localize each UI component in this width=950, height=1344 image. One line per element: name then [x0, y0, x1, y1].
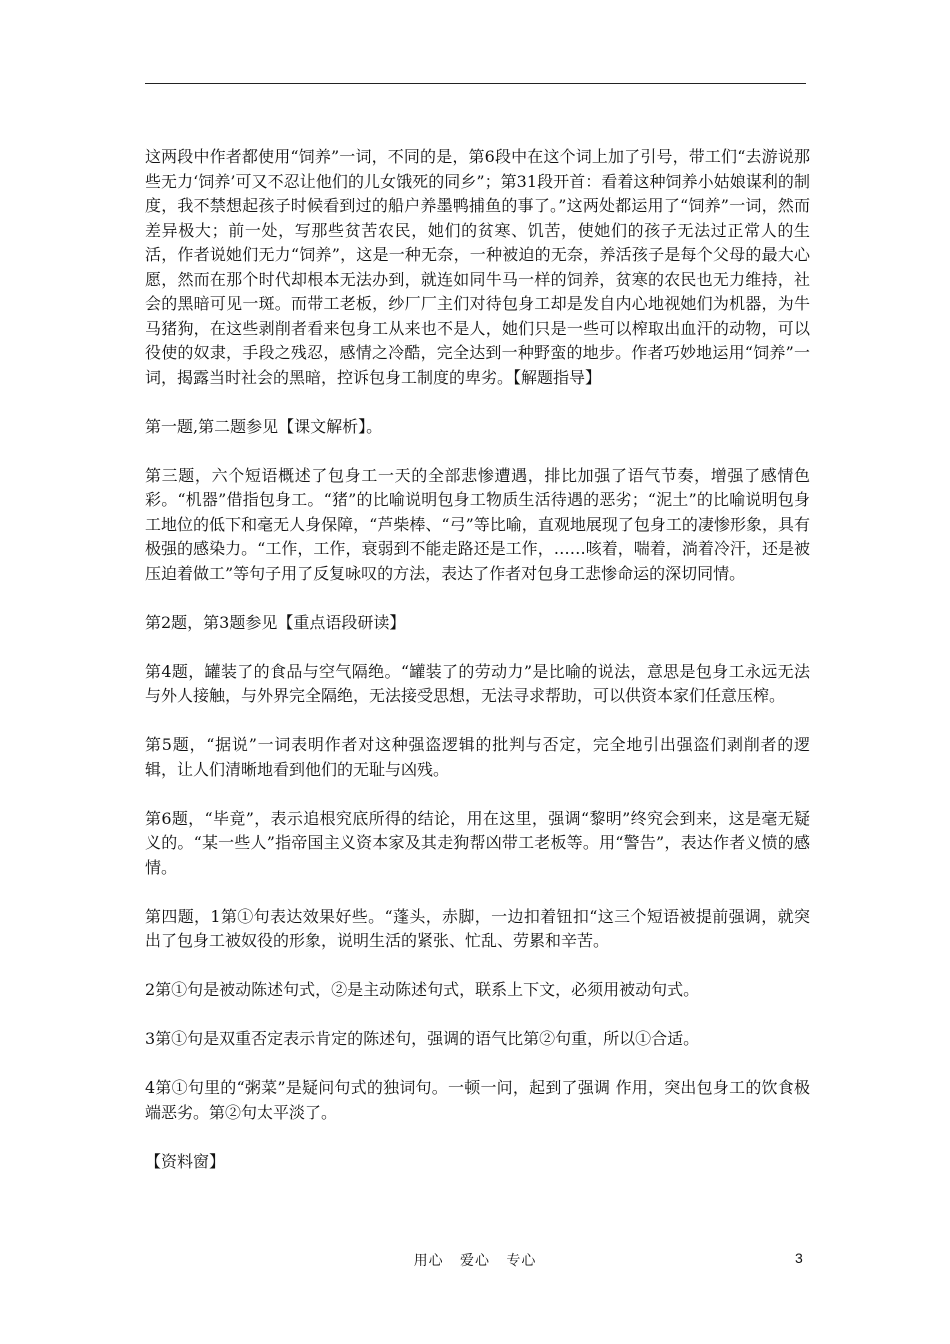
paragraph-1: 这两段中作者都使用“饲养”一词，不同的是，第6段中在这个词上加了引号，带工们“去游说那些无力‘饲养’可又不忍让他们的儿女饿死的同乡”；第31段开首：看着这种饲养小姑娘谋利的制度，我不禁想起孩子时候看到过的船户养墨鸭捕鱼的事了。”这两处都运用了“饲养”一词，然而差异极大；前一处，写那些贫苦农民，她们的贫寒、饥苦，使她们的孩子无法过正常人的生活，作者说她们无力“饲养”，这是一种无奈，一种被迫的无奈，养活孩子是每个父母的最大心愿，然而在那个时代却根本无法办到，就连如同牛马一样的饲养，贫寒的农民也无力维持，社会的黑暗可见一斑。而带工老板，纱厂厂主们对待包身工却是发自内心地视她们为机器，为牛马猪狗，在这些剥削者看来包身工从来也不是人，她们只是一些可以榨取出血汗的动物，可以役使的奴隶，手段之残忍，感情之冷酷，完全达到一种野蛮的地步。作者巧妙地运用“饲养”一词，揭露当时社会的黑暗，控诉包身工制度的卑劣。【解题指导】	[145, 147, 810, 387]
paragraph-7: 第6题，“毕竟”，表示追根究底所得的结论，用在这里，强调“黎明”终究会到来，这是毫无疑义的。“某一些人”指帝国主义资本家及其走狗帮凶带工老板等。用“警告”，表达作者义愤的感情。	[145, 808, 810, 877]
header-rule	[145, 83, 806, 84]
paragraph-8: 第四题，1第①句表达效果好些。“蓬头，赤脚，一边扣着钮扣“这三个短语被提前强调，就突出了包身工被奴役的形象，说明生活的紧张、忙乱、劳累和辛苦。	[145, 906, 810, 950]
paragraph-5: 第4题，罐装了的食品与空气隔绝。“罐装了的劳动力”是比喻的说法，意思是包身工永远无法与外人接触，与外界完全隔绝，无法接受思想，无法寻求帮助，可以供资本家们任意压榨。	[145, 661, 810, 705]
paragraph-12: 【资料窗】	[145, 1151, 226, 1171]
page-number: 3	[795, 1250, 803, 1266]
document-body	[145, 145, 810, 1199]
footer-text: 用心 爱心 专心	[413, 1253, 537, 1269]
paragraph-9: 2第①句是被动陈述句式，②是主动陈述句式，联系上下文，必须用被动句式。	[145, 980, 700, 999]
paragraph-6: 第5题，“据说”一词表明作者对这种强盗逻辑的批判与否定，完全地引出强盗们剥削者的逻辑，让人们清晰地看到他们的无耻与凶残。	[145, 735, 810, 779]
paragraph-4: 第2题，第3题参见【重点语段研读】	[145, 612, 406, 632]
paragraph-3: 第三题，六个短语概述了包身工一天的全部悲惨遭遇，排比加强了语气节奏，增强了感情色彩。“机器”借指包身工。“猪”的比喻说明包身工物质生活待遇的恶劣；“泥土”的比喻说明包身工地位的低下和毫无人身保障，“芦柴棒、“弓”等比喻，直观地展现了包身工的凄惨形象，具有极强的感染力。“工作，工作，衰弱到不能走路还是工作，……咳着，喘着，淌着冷汗，还是被压迫着做工”等句子用了反复咏叹的方法，表达了作者对包身工悲惨命运的深切同情。	[145, 465, 810, 583]
paragraph-11: 4第①句里的“粥菜”是疑问句式的独词句。一顿一问，起到了强调 作用，突出包身工的饮食极端恶劣。第②句太平淡了。	[145, 1078, 810, 1122]
paragraph-10: 3第①句是双重否定表示肯定的陈述句，强调的语气比第②句重，所以①合适。	[145, 1029, 700, 1048]
paragraph-2: 第一题,第二题参见【课文解析】。	[145, 416, 383, 436]
